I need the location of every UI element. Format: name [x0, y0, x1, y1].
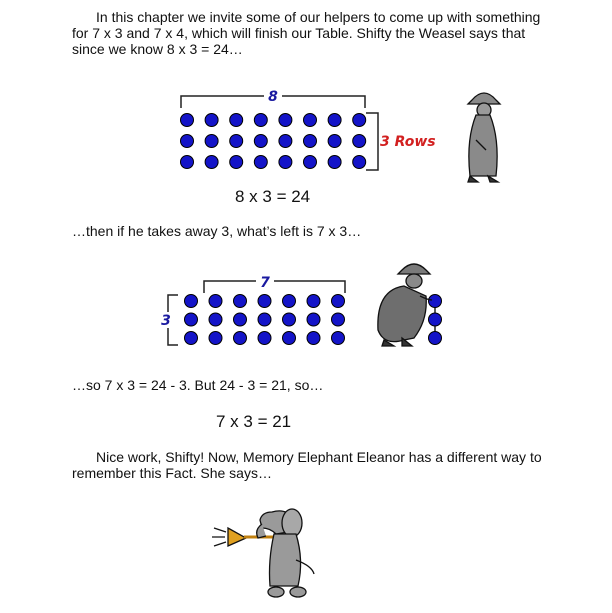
equation-8x3: 8 x 3 = 24: [235, 187, 311, 206]
intro-paragraph: In this chapter we invite some of our helpers to come up with something for 7 x 3 and 7 x 4, which will finish our Table. Shifty the Weasel says that since we know 8 x 3 = 24…: [72, 9, 541, 57]
so-paragraph: …so 7 x 3 = 24 - 3. But 24 - 3 = 21, so…: [72, 377, 324, 393]
columns-label-2: 7: [260, 275, 270, 291]
take-away-paragraph: …then if he takes away 3, what’s left is 7 x 3…: [72, 223, 362, 239]
eleanor-paragraph: Nice work, Shifty! Now, Memory Elephant Eleanor has a different way to remember this Fact. She says…: [72, 449, 542, 481]
equation-7x3: 7 x 3 = 21: [216, 412, 292, 431]
columns-label: 8: [268, 89, 278, 105]
elephant-trumpet-icon: [212, 509, 314, 597]
rows-label: 3 Rows: [380, 134, 436, 150]
rows-label-2: 3: [161, 313, 171, 329]
